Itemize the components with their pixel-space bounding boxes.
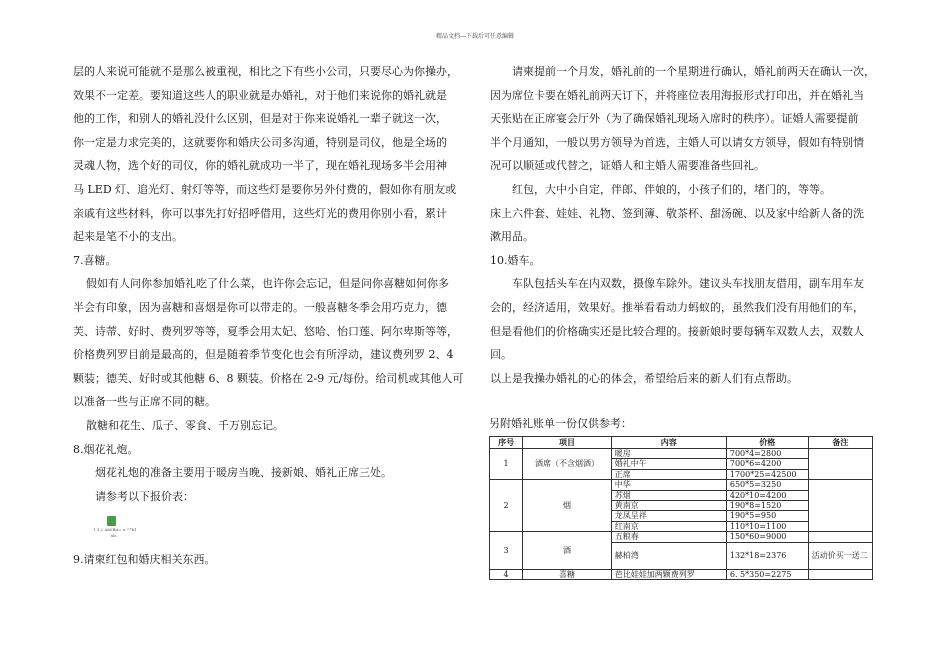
row-content: 中华 (611, 480, 726, 490)
row-content: 五粮春 (611, 532, 726, 542)
paragraph: 红包，大中小自定，伴郎、伴娘的，小孩子们的，堵门的，等等。 (512, 182, 831, 196)
table-row (490, 480, 873, 490)
paragraph: 假如有人问你参加婚礼吃了什么菜，也许你会忘记，但是问你喜糖如何你多 半会有印象，因为喜糖和喜烟是你可以带走的。一般喜糖冬季会用巧克力，德 芙、诗蒂、好时、费列罗等等，夏季会用太妃、悠哈、怡口莲、阿尔卑斯等等， 价格费列罗目前是最高的，但是随着季节变化也会有所浮动，建议费列罗 2、4 颗装；德芙、好时或其他糖 6、8 颗装。价格在 2-9 元/每份。给司机或其他人可 以准备一些与正席不同的糖。 (73, 277, 464, 409)
row-price: 700*6=4200 (726, 459, 808, 469)
row-note (808, 449, 872, 480)
row-price: 190*8=1520 (726, 501, 808, 511)
column-header: 内容 (611, 437, 726, 449)
row-number: 4 (490, 569, 523, 579)
paragraph: 烟花礼炮的准备主要用于暖房当晚、接新娘、婚礼正席三处。 (95, 466, 392, 480)
column-header: 序号 (490, 437, 523, 449)
row-content: 赫柏湾 (611, 542, 726, 569)
row-content: 婚礼中午 (611, 459, 726, 469)
row-item: 烟 (523, 480, 612, 532)
attachment-ext: xls (111, 533, 117, 539)
paragraph: 床上六件套、娃娃、礼物、签到簿、敬茶杯、甜汤碗、以及家中给新人备的洗 漱用品。 (490, 206, 864, 244)
paragraph: 请柬提前一个月发，婚礼前的一个星期进行确认，婚礼前两天在确认一次， 因为席位卡要在婚礼前两天订下，并将座位表用海报形式打印出，并在婚礼当 天张贴在正席宴会厅外（为了确保婚礼现场入席时的秩序）。证婚人需要提前 半个月通知，一般以男方领导为首选，主婚人可以请女方领导，假如有特别情 况可以顺延或代替之，证婚人和主婚人需要准备些回礼。 (490, 65, 875, 173)
spreadsheet-attachment[interactable] (93, 516, 137, 540)
row-note (808, 569, 872, 579)
row-content: 苏烟 (611, 490, 726, 500)
table-row (490, 569, 873, 579)
paragraph: 层的人来说可能就不是那么被重视，相比之下有些小公司，只要尽心为你操办， 效果不一定差。要知道这些人的职业就是办婚礼，对于他们来说你的婚礼就是 他的工作，和别人的婚礼没什么区别，但是对于你来说婚礼一辈子就这一次， 你一定是力求完美的，这就要你和婚庆公司多沟通，特别是司仪，他是全场的 灵魂人物，选个好的司仪，你的婚礼就成功一半了，现在婚礼现场多半会用神 马 LED 灯、追光灯、射灯等等，而这些灯是要你另外付费的，假如你有朋友或 亲戚有这些材料，你可以事先打好招呼借用，这些灯光的费用你别小看，累计 起来是笔不小的支出。 (73, 65, 458, 244)
table-row (490, 532, 873, 542)
row-number: 2 (490, 480, 523, 532)
paragraph: 请参考以下报价表： (95, 489, 194, 503)
row-price: 1700*25=42500 (726, 469, 808, 479)
row-price: 110*10=1100 (726, 521, 808, 531)
attachment-caption: 1.1.2 Ab0Bit= x ^*b1 (93, 527, 137, 533)
section-heading-9: 9.请柬红包和婚庆相关东西。 (73, 553, 216, 567)
row-item: 酒席（不含烟酒） (523, 449, 612, 480)
row-price: 190*5=950 (726, 511, 808, 521)
paragraph: 以上是我操办婚礼的心的体会，希望给后来的新人们有点帮助。 (490, 371, 798, 385)
row-price: 132*18=2376 (726, 542, 808, 569)
row-item: 喜糖 (523, 569, 612, 579)
row-price: 6. 5*350=2275 (726, 569, 808, 579)
left-column (73, 60, 467, 572)
row-note: 活动价买一送二 (808, 542, 872, 569)
column-header: 价格 (726, 437, 808, 449)
column-header: 备注 (808, 437, 872, 449)
section-heading-10: 10.婚车。 (490, 253, 541, 267)
row-price: 150*60=9000 (726, 532, 808, 542)
row-content: 暖房 (611, 449, 726, 459)
row-price: 420*10=4200 (726, 490, 808, 500)
row-number: 3 (490, 532, 523, 569)
row-price: 650*5=3250 (726, 480, 808, 490)
row-number: 1 (490, 449, 523, 480)
section-heading-8: 8.烟花礼炮。 (73, 442, 139, 456)
spreadsheet-icon (107, 516, 116, 526)
row-content: 正席 (611, 469, 726, 479)
bill-title: 另附婚礼账单一份仅供参考： (489, 417, 632, 430)
row-item: 酒 (523, 532, 612, 569)
row-content: 龙凤呈祥 (611, 511, 726, 521)
wedding-bill-table (489, 436, 873, 580)
row-note (808, 480, 872, 532)
paragraph: 散糖和花生、瓜子、零食、千万别忘记。 (86, 418, 284, 432)
table-header-row (490, 437, 873, 449)
paragraph: 车队包括头车在内双数，摄像车除外。建议头车找朋友借用，副车用车友 会的，经济适用，效果好。推举看看动力蚂蚁的，虽然我们没有用他们的车， 但是看他们的价格确实还是比较合理的。接新娘时要每辆车双数人去，双数人 回。 (490, 277, 864, 362)
row-content: 黄南京 (611, 501, 726, 511)
row-price: 700*4=2800 (726, 449, 808, 459)
row-content: 芭比娃娃加两颗费列罗 (611, 569, 726, 579)
right-column (490, 60, 883, 390)
column-header: 项目 (523, 437, 612, 449)
section-heading-7: 7.喜糖。 (73, 253, 117, 267)
row-content: 红南京 (611, 521, 726, 531)
row-note (808, 532, 872, 542)
page-header: 精品文档---下载后可任意编辑 (435, 33, 515, 40)
table-row (490, 449, 873, 459)
